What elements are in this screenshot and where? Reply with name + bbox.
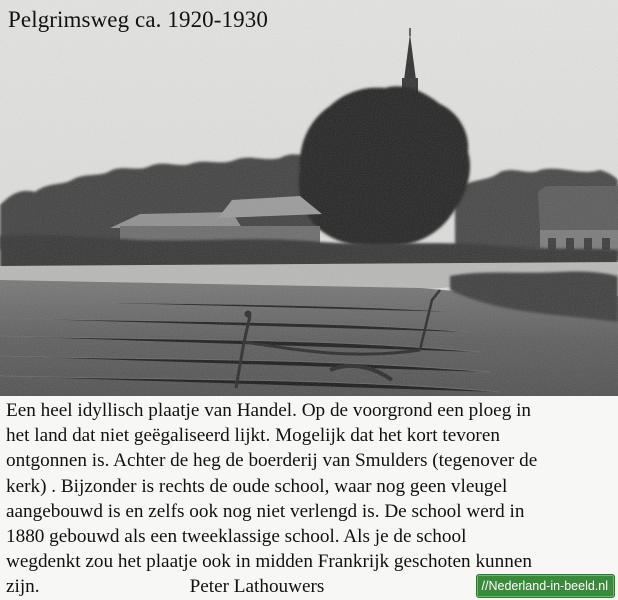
photo-title: Pelgrimsweg ca. 1920-1930 <box>8 7 268 32</box>
caption-line: ontgonnen is. Achter de heg de boerderij van Smulders (tegenover de <box>6 450 538 472</box>
caption-line: Een heel idyllisch plaatje van Handel. Op de voorgrond een ploeg in <box>6 400 532 421</box>
caption-text <box>6 398 614 600</box>
caption-line-end: zijn. <box>6 576 40 598</box>
caption-line: aangebouwd is en zelfs ook nog niet verlengd is. De school werd in <box>6 500 525 522</box>
watermark-link[interactable]: //Nederland-in-beeld.nl <box>476 574 615 598</box>
caption-line: kerk) . Bijzonder is rechts de oude school, waar nog geen vleugel <box>6 475 508 497</box>
caption-line: wegdenkt zou het plaatje ook in midden Frankrijk geschoten kunnen <box>6 551 532 573</box>
caption-line: het land dat niet geëgaliseerd lijkt. Mogelijk dat het kort tevoren <box>6 425 500 447</box>
author-name: Peter Lathouwers <box>189 576 325 598</box>
caption-line: 1880 gebouwd als een tweeklassige school. Als je de school <box>6 526 467 548</box>
